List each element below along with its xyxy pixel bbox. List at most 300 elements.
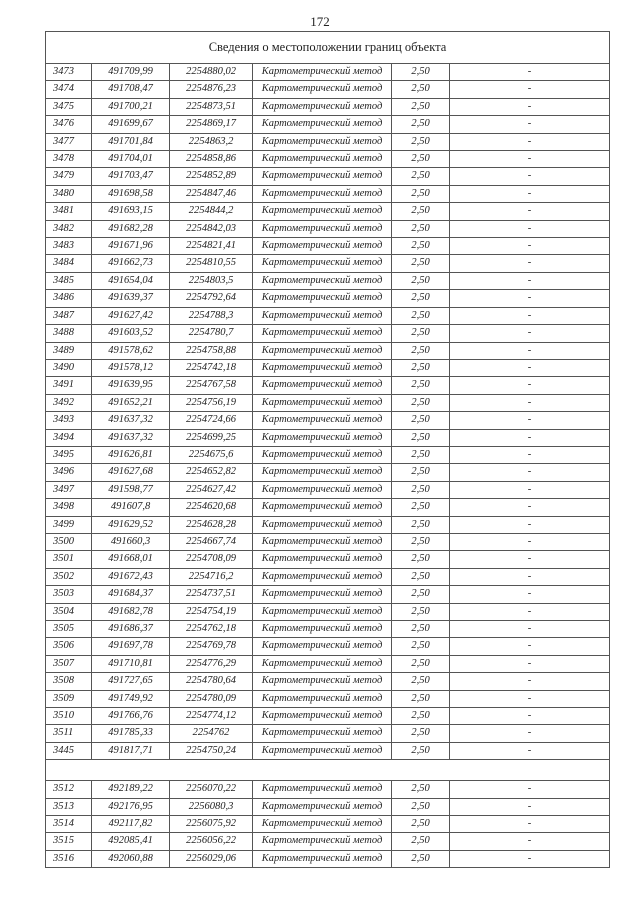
method-cell: Картометрический метод	[253, 481, 392, 498]
x-coordinate-cell: 491627,68	[92, 464, 170, 481]
description-cell: -	[450, 586, 610, 603]
accuracy-cell: 2,50	[392, 816, 450, 833]
point-number-cell: 3494	[46, 429, 92, 446]
table-row	[46, 412, 610, 429]
description-cell: -	[450, 638, 610, 655]
y-coordinate-cell: 2254762	[170, 725, 253, 742]
y-coordinate-cell: 2254628,28	[170, 516, 253, 533]
table-row	[46, 290, 610, 307]
y-coordinate-cell: 2256080,3	[170, 798, 253, 815]
table-row	[46, 603, 610, 620]
y-coordinate-cell: 2254873,51	[170, 98, 253, 115]
x-coordinate-cell: 491598,77	[92, 481, 170, 498]
method-cell: Картометрический метод	[253, 98, 392, 115]
y-coordinate-cell: 2256070,22	[170, 781, 253, 798]
table-row	[46, 742, 610, 759]
accuracy-cell: 2,50	[392, 307, 450, 324]
method-cell: Картометрический метод	[253, 342, 392, 359]
method-cell: Картометрический метод	[253, 220, 392, 237]
description-cell: -	[450, 98, 610, 115]
method-cell: Картометрический метод	[253, 255, 392, 272]
point-number-cell: 3514	[46, 816, 92, 833]
point-number-cell: 3473	[46, 64, 92, 81]
point-number-cell: 3483	[46, 238, 92, 255]
y-coordinate-cell: 2254742,18	[170, 359, 253, 376]
method-cell: Картометрический метод	[253, 325, 392, 342]
description-cell: -	[450, 238, 610, 255]
y-coordinate-cell: 2256056,22	[170, 833, 253, 850]
accuracy-cell: 2,50	[392, 516, 450, 533]
accuracy-cell: 2,50	[392, 833, 450, 850]
table-row	[46, 64, 610, 81]
method-cell: Картометрический метод	[253, 446, 392, 463]
point-number-cell: 3510	[46, 708, 92, 725]
point-number-cell: 3512	[46, 781, 92, 798]
point-number-cell: 3509	[46, 690, 92, 707]
y-coordinate-cell: 2254769,78	[170, 638, 253, 655]
point-number-cell: 3516	[46, 850, 92, 867]
method-cell: Картометрический метод	[253, 499, 392, 516]
description-cell: -	[450, 551, 610, 568]
y-coordinate-cell: 2254780,64	[170, 673, 253, 690]
y-coordinate-cell: 2254767,58	[170, 377, 253, 394]
y-coordinate-cell: 2254756,19	[170, 394, 253, 411]
table-row	[46, 673, 610, 690]
x-coordinate-cell: 491701,84	[92, 133, 170, 150]
point-number-cell: 3485	[46, 272, 92, 289]
point-number-cell: 3513	[46, 798, 92, 815]
x-coordinate-cell: 491693,15	[92, 203, 170, 220]
accuracy-cell: 2,50	[392, 151, 450, 168]
x-coordinate-cell: 491686,37	[92, 621, 170, 638]
x-coordinate-cell: 491700,21	[92, 98, 170, 115]
y-coordinate-cell: 2254858,86	[170, 151, 253, 168]
point-number-cell: 3477	[46, 133, 92, 150]
accuracy-cell: 2,50	[392, 255, 450, 272]
method-cell: Картометрический метод	[253, 850, 392, 867]
y-coordinate-cell: 2254869,17	[170, 116, 253, 133]
description-cell: -	[450, 325, 610, 342]
table-row	[46, 98, 610, 115]
method-cell: Картометрический метод	[253, 655, 392, 672]
point-number-cell: 3492	[46, 394, 92, 411]
y-coordinate-cell: 2254788,3	[170, 307, 253, 324]
x-coordinate-cell: 491708,47	[92, 81, 170, 98]
point-number-cell: 3501	[46, 551, 92, 568]
table-row	[46, 394, 610, 411]
boundary-coordinates-table	[45, 31, 610, 868]
method-cell: Картометрический метод	[253, 290, 392, 307]
method-cell: Картометрический метод	[253, 238, 392, 255]
point-number-cell: 3475	[46, 98, 92, 115]
method-cell: Картометрический метод	[253, 708, 392, 725]
y-coordinate-cell: 2254699,25	[170, 429, 253, 446]
accuracy-cell: 2,50	[392, 429, 450, 446]
description-cell: -	[450, 464, 610, 481]
y-coordinate-cell: 2254627,42	[170, 481, 253, 498]
method-cell: Картометрический метод	[253, 394, 392, 411]
description-cell: -	[450, 781, 610, 798]
table-title-row	[46, 32, 610, 64]
description-cell: -	[450, 673, 610, 690]
table-row	[46, 151, 610, 168]
table-row	[46, 781, 610, 798]
table-row	[46, 708, 610, 725]
page-number: 172	[310, 14, 330, 29]
separator-row	[46, 760, 610, 781]
table-row	[46, 690, 610, 707]
description-cell: -	[450, 429, 610, 446]
method-cell: Картометрический метод	[253, 603, 392, 620]
description-cell: -	[450, 290, 610, 307]
x-coordinate-cell: 491578,62	[92, 342, 170, 359]
table-row	[46, 499, 610, 516]
x-coordinate-cell: 491682,28	[92, 220, 170, 237]
method-cell: Картометрический метод	[253, 586, 392, 603]
boundary-table-sheet	[45, 31, 610, 868]
separator-cell	[46, 760, 610, 781]
description-cell: -	[450, 742, 610, 759]
y-coordinate-cell: 2254803,5	[170, 272, 253, 289]
point-number-cell: 3491	[46, 377, 92, 394]
point-number-cell: 3476	[46, 116, 92, 133]
point-number-cell: 3503	[46, 586, 92, 603]
table-title: Сведения о местоположении границ объекта	[46, 32, 610, 64]
description-cell: -	[450, 359, 610, 376]
accuracy-cell: 2,50	[392, 220, 450, 237]
table-row	[46, 429, 610, 446]
description-cell: -	[450, 481, 610, 498]
point-number-cell: 3506	[46, 638, 92, 655]
table-row	[46, 168, 610, 185]
y-coordinate-cell: 2254708,09	[170, 551, 253, 568]
description-cell: -	[450, 151, 610, 168]
accuracy-cell: 2,50	[392, 621, 450, 638]
method-cell: Картометрический метод	[253, 203, 392, 220]
table-row	[46, 377, 610, 394]
accuracy-cell: 2,50	[392, 377, 450, 394]
description-cell: -	[450, 568, 610, 585]
x-coordinate-cell: 491727,65	[92, 673, 170, 690]
method-cell: Картометрический метод	[253, 377, 392, 394]
description-cell: -	[450, 412, 610, 429]
point-number-cell: 3497	[46, 481, 92, 498]
point-number-cell: 3493	[46, 412, 92, 429]
accuracy-cell: 2,50	[392, 98, 450, 115]
accuracy-cell: 2,50	[392, 481, 450, 498]
method-cell: Картометрический метод	[253, 742, 392, 759]
y-coordinate-cell: 2254880,02	[170, 64, 253, 81]
method-cell: Картометрический метод	[253, 429, 392, 446]
table-row	[46, 816, 610, 833]
x-coordinate-cell: 491662,73	[92, 255, 170, 272]
x-coordinate-cell: 492085,41	[92, 833, 170, 850]
table-row	[46, 481, 610, 498]
accuracy-cell: 2,50	[392, 168, 450, 185]
x-coordinate-cell: 491637,32	[92, 429, 170, 446]
x-coordinate-cell: 491637,32	[92, 412, 170, 429]
method-cell: Картометрический метод	[253, 816, 392, 833]
x-coordinate-cell: 491629,52	[92, 516, 170, 533]
method-cell: Картометрический метод	[253, 833, 392, 850]
method-cell: Картометрический метод	[253, 568, 392, 585]
point-number-cell: 3496	[46, 464, 92, 481]
accuracy-cell: 2,50	[392, 655, 450, 672]
x-coordinate-cell: 491749,92	[92, 690, 170, 707]
description-cell: -	[450, 499, 610, 516]
accuracy-cell: 2,50	[392, 781, 450, 798]
x-coordinate-cell: 491654,04	[92, 272, 170, 289]
accuracy-cell: 2,50	[392, 359, 450, 376]
x-coordinate-cell: 491698,58	[92, 185, 170, 202]
x-coordinate-cell: 492176,95	[92, 798, 170, 815]
method-cell: Картометрический метод	[253, 64, 392, 81]
x-coordinate-cell: 491699,67	[92, 116, 170, 133]
point-number-cell: 3495	[46, 446, 92, 463]
accuracy-cell: 2,50	[392, 81, 450, 98]
x-coordinate-cell: 491660,3	[92, 533, 170, 550]
table-row	[46, 586, 610, 603]
accuracy-cell: 2,50	[392, 499, 450, 516]
method-cell: Картометрический метод	[253, 116, 392, 133]
point-number-cell: 3445	[46, 742, 92, 759]
method-cell: Картометрический метод	[253, 673, 392, 690]
y-coordinate-cell: 2254852,89	[170, 168, 253, 185]
point-number-cell: 3508	[46, 673, 92, 690]
point-number-cell: 3478	[46, 151, 92, 168]
method-cell: Картометрический метод	[253, 690, 392, 707]
point-number-cell: 3500	[46, 533, 92, 550]
accuracy-cell: 2,50	[392, 185, 450, 202]
x-coordinate-cell: 491704,01	[92, 151, 170, 168]
table-row	[46, 116, 610, 133]
y-coordinate-cell: 2254620,68	[170, 499, 253, 516]
table-row	[46, 533, 610, 550]
y-coordinate-cell: 2254758,88	[170, 342, 253, 359]
table-row	[46, 81, 610, 98]
description-cell: -	[450, 725, 610, 742]
point-number-cell: 3490	[46, 359, 92, 376]
accuracy-cell: 2,50	[392, 133, 450, 150]
point-number-cell: 3504	[46, 603, 92, 620]
accuracy-cell: 2,50	[392, 603, 450, 620]
description-cell: -	[450, 621, 610, 638]
description-cell: -	[450, 81, 610, 98]
y-coordinate-cell: 2254750,24	[170, 742, 253, 759]
description-cell: -	[450, 168, 610, 185]
y-coordinate-cell: 2254810,55	[170, 255, 253, 272]
accuracy-cell: 2,50	[392, 708, 450, 725]
table-row	[46, 551, 610, 568]
point-number-cell: 3480	[46, 185, 92, 202]
accuracy-cell: 2,50	[392, 412, 450, 429]
point-number-cell: 3487	[46, 307, 92, 324]
accuracy-cell: 2,50	[392, 568, 450, 585]
accuracy-cell: 2,50	[392, 742, 450, 759]
point-number-cell: 3479	[46, 168, 92, 185]
x-coordinate-cell: 491703,47	[92, 168, 170, 185]
x-coordinate-cell: 491639,95	[92, 377, 170, 394]
x-coordinate-cell: 491671,96	[92, 238, 170, 255]
description-cell: -	[450, 255, 610, 272]
y-coordinate-cell: 2254847,46	[170, 185, 253, 202]
y-coordinate-cell: 2256029,06	[170, 850, 253, 867]
x-coordinate-cell: 491668,01	[92, 551, 170, 568]
accuracy-cell: 2,50	[392, 116, 450, 133]
point-number-cell: 3481	[46, 203, 92, 220]
point-number-cell: 3484	[46, 255, 92, 272]
point-number-cell: 3474	[46, 81, 92, 98]
x-coordinate-cell: 491627,42	[92, 307, 170, 324]
method-cell: Картометрический метод	[253, 168, 392, 185]
x-coordinate-cell: 491710,81	[92, 655, 170, 672]
method-cell: Картометрический метод	[253, 781, 392, 798]
description-cell: -	[450, 655, 610, 672]
description-cell: -	[450, 833, 610, 850]
accuracy-cell: 2,50	[392, 638, 450, 655]
description-cell: -	[450, 64, 610, 81]
description-cell: -	[450, 533, 610, 550]
table-row	[46, 220, 610, 237]
accuracy-cell: 2,50	[392, 203, 450, 220]
y-coordinate-cell: 2254792,64	[170, 290, 253, 307]
accuracy-cell: 2,50	[392, 325, 450, 342]
description-cell: -	[450, 816, 610, 833]
method-cell: Картометрический метод	[253, 412, 392, 429]
description-cell: -	[450, 377, 610, 394]
accuracy-cell: 2,50	[392, 446, 450, 463]
table-row	[46, 568, 610, 585]
accuracy-cell: 2,50	[392, 272, 450, 289]
y-coordinate-cell: 2254724,66	[170, 412, 253, 429]
x-coordinate-cell: 491607,8	[92, 499, 170, 516]
point-number-cell: 3488	[46, 325, 92, 342]
x-coordinate-cell: 491578,12	[92, 359, 170, 376]
method-cell: Картометрический метод	[253, 551, 392, 568]
table-row	[46, 621, 610, 638]
table-row	[46, 185, 610, 202]
description-cell: -	[450, 342, 610, 359]
point-number-cell: 3486	[46, 290, 92, 307]
x-coordinate-cell: 491709,99	[92, 64, 170, 81]
point-number-cell: 3515	[46, 833, 92, 850]
y-coordinate-cell: 2254754,19	[170, 603, 253, 620]
point-number-cell: 3505	[46, 621, 92, 638]
description-cell: -	[450, 708, 610, 725]
method-cell: Картометрический метод	[253, 725, 392, 742]
table-row	[46, 516, 610, 533]
point-number-cell: 3511	[46, 725, 92, 742]
method-cell: Картометрический метод	[253, 151, 392, 168]
table-row	[46, 272, 610, 289]
y-coordinate-cell: 2254667,74	[170, 533, 253, 550]
method-cell: Картометрический метод	[253, 533, 392, 550]
y-coordinate-cell: 2254737,51	[170, 586, 253, 603]
y-coordinate-cell: 2254776,29	[170, 655, 253, 672]
table-row	[46, 850, 610, 867]
table-row	[46, 238, 610, 255]
accuracy-cell: 2,50	[392, 533, 450, 550]
y-coordinate-cell: 2254762,18	[170, 621, 253, 638]
method-cell: Картометрический метод	[253, 798, 392, 815]
y-coordinate-cell: 2254716,2	[170, 568, 253, 585]
y-coordinate-cell: 2254780,09	[170, 690, 253, 707]
accuracy-cell: 2,50	[392, 690, 450, 707]
description-cell: -	[450, 516, 610, 533]
x-coordinate-cell: 491652,21	[92, 394, 170, 411]
accuracy-cell: 2,50	[392, 586, 450, 603]
method-cell: Картометрический метод	[253, 516, 392, 533]
y-coordinate-cell: 2254774,12	[170, 708, 253, 725]
description-cell: -	[450, 850, 610, 867]
y-coordinate-cell: 2254780,7	[170, 325, 253, 342]
table-row	[46, 307, 610, 324]
x-coordinate-cell: 491817,71	[92, 742, 170, 759]
x-coordinate-cell: 491639,37	[92, 290, 170, 307]
point-number-cell: 3499	[46, 516, 92, 533]
table-row	[46, 133, 610, 150]
description-cell: -	[450, 116, 610, 133]
description-cell: -	[450, 394, 610, 411]
method-cell: Картометрический метод	[253, 307, 392, 324]
accuracy-cell: 2,50	[392, 551, 450, 568]
x-coordinate-cell: 492189,22	[92, 781, 170, 798]
description-cell: -	[450, 690, 610, 707]
x-coordinate-cell: 491785,33	[92, 725, 170, 742]
y-coordinate-cell: 2256075,92	[170, 816, 253, 833]
accuracy-cell: 2,50	[392, 342, 450, 359]
x-coordinate-cell: 492060,88	[92, 850, 170, 867]
description-cell: -	[450, 185, 610, 202]
y-coordinate-cell: 2254863,2	[170, 133, 253, 150]
x-coordinate-cell: 491682,78	[92, 603, 170, 620]
method-cell: Картометрический метод	[253, 621, 392, 638]
point-number-cell: 3482	[46, 220, 92, 237]
accuracy-cell: 2,50	[392, 850, 450, 867]
y-coordinate-cell: 2254842,03	[170, 220, 253, 237]
accuracy-cell: 2,50	[392, 464, 450, 481]
x-coordinate-cell: 491684,37	[92, 586, 170, 603]
x-coordinate-cell: 492117,82	[92, 816, 170, 833]
method-cell: Картометрический метод	[253, 133, 392, 150]
point-number-cell: 3507	[46, 655, 92, 672]
accuracy-cell: 2,50	[392, 238, 450, 255]
table-row	[46, 342, 610, 359]
x-coordinate-cell: 491626,81	[92, 446, 170, 463]
description-cell: -	[450, 220, 610, 237]
table-row	[46, 638, 610, 655]
method-cell: Картометрический метод	[253, 464, 392, 481]
table-row	[46, 255, 610, 272]
description-cell: -	[450, 272, 610, 289]
method-cell: Картометрический метод	[253, 638, 392, 655]
table-row	[46, 464, 610, 481]
x-coordinate-cell: 491697,78	[92, 638, 170, 655]
point-number-cell: 3489	[46, 342, 92, 359]
description-cell: -	[450, 798, 610, 815]
method-cell: Картометрический метод	[253, 185, 392, 202]
y-coordinate-cell: 2254821,41	[170, 238, 253, 255]
table-row	[46, 725, 610, 742]
x-coordinate-cell: 491603,52	[92, 325, 170, 342]
y-coordinate-cell: 2254652,82	[170, 464, 253, 481]
accuracy-cell: 2,50	[392, 673, 450, 690]
description-cell: -	[450, 307, 610, 324]
table-row	[46, 203, 610, 220]
description-cell: -	[450, 446, 610, 463]
y-coordinate-cell: 2254844,2	[170, 203, 253, 220]
accuracy-cell: 2,50	[392, 64, 450, 81]
